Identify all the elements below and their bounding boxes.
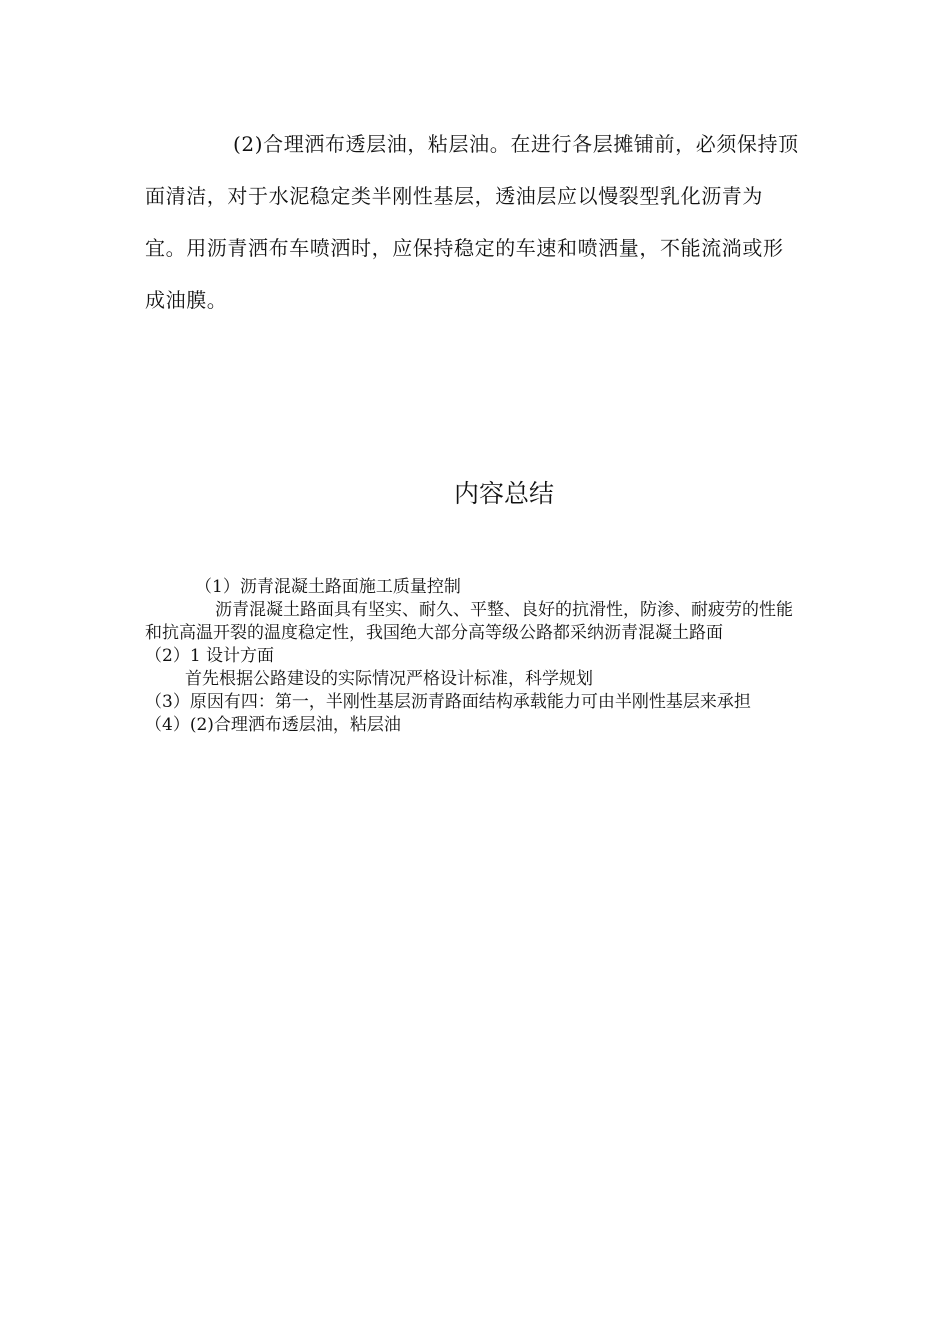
summary-item-2-body: 首先根据公路建设的实际情况严格设计标准，科学规划 <box>185 669 593 689</box>
summary-section <box>145 576 805 737</box>
body-paragraph <box>145 118 800 326</box>
summary-title: 内容总结 <box>453 479 554 508</box>
summary-item-4: （4）(2)合理洒布透层油，粘层油 <box>145 715 401 735</box>
summary-item-1-body-text: 沥青混凝土路面具有坚实、耐久、平整、良好的抗滑性，防渗、耐疲劳的性能和抗高温开裂的温度稳定性，我国绝大部分高等级公路都采纳沥青混凝土路面 <box>145 600 793 643</box>
summary-item-1-heading: （1）沥青混凝土路面施工质量控制 <box>195 577 461 597</box>
body-paragraph-text: (2)合理洒布透层油，粘层油。在进行各层摊铺前，必须保持顶面清洁，对于水泥稳定类半刚性基层，透油层应以慢裂型乳化沥青为宜。用沥青洒布车喷洒时，应保持稳定的车速和喷洒量，不能流淌或形成油膜。 <box>145 132 799 312</box>
summary-item-1-body <box>145 599 805 645</box>
summary-item-3: （3）原因有四：第一，半刚性基层沥青路面结构承载能力可由半刚性基层来承担 <box>145 692 751 712</box>
summary-item-2-heading: （2）1 设计方面 <box>145 646 275 666</box>
